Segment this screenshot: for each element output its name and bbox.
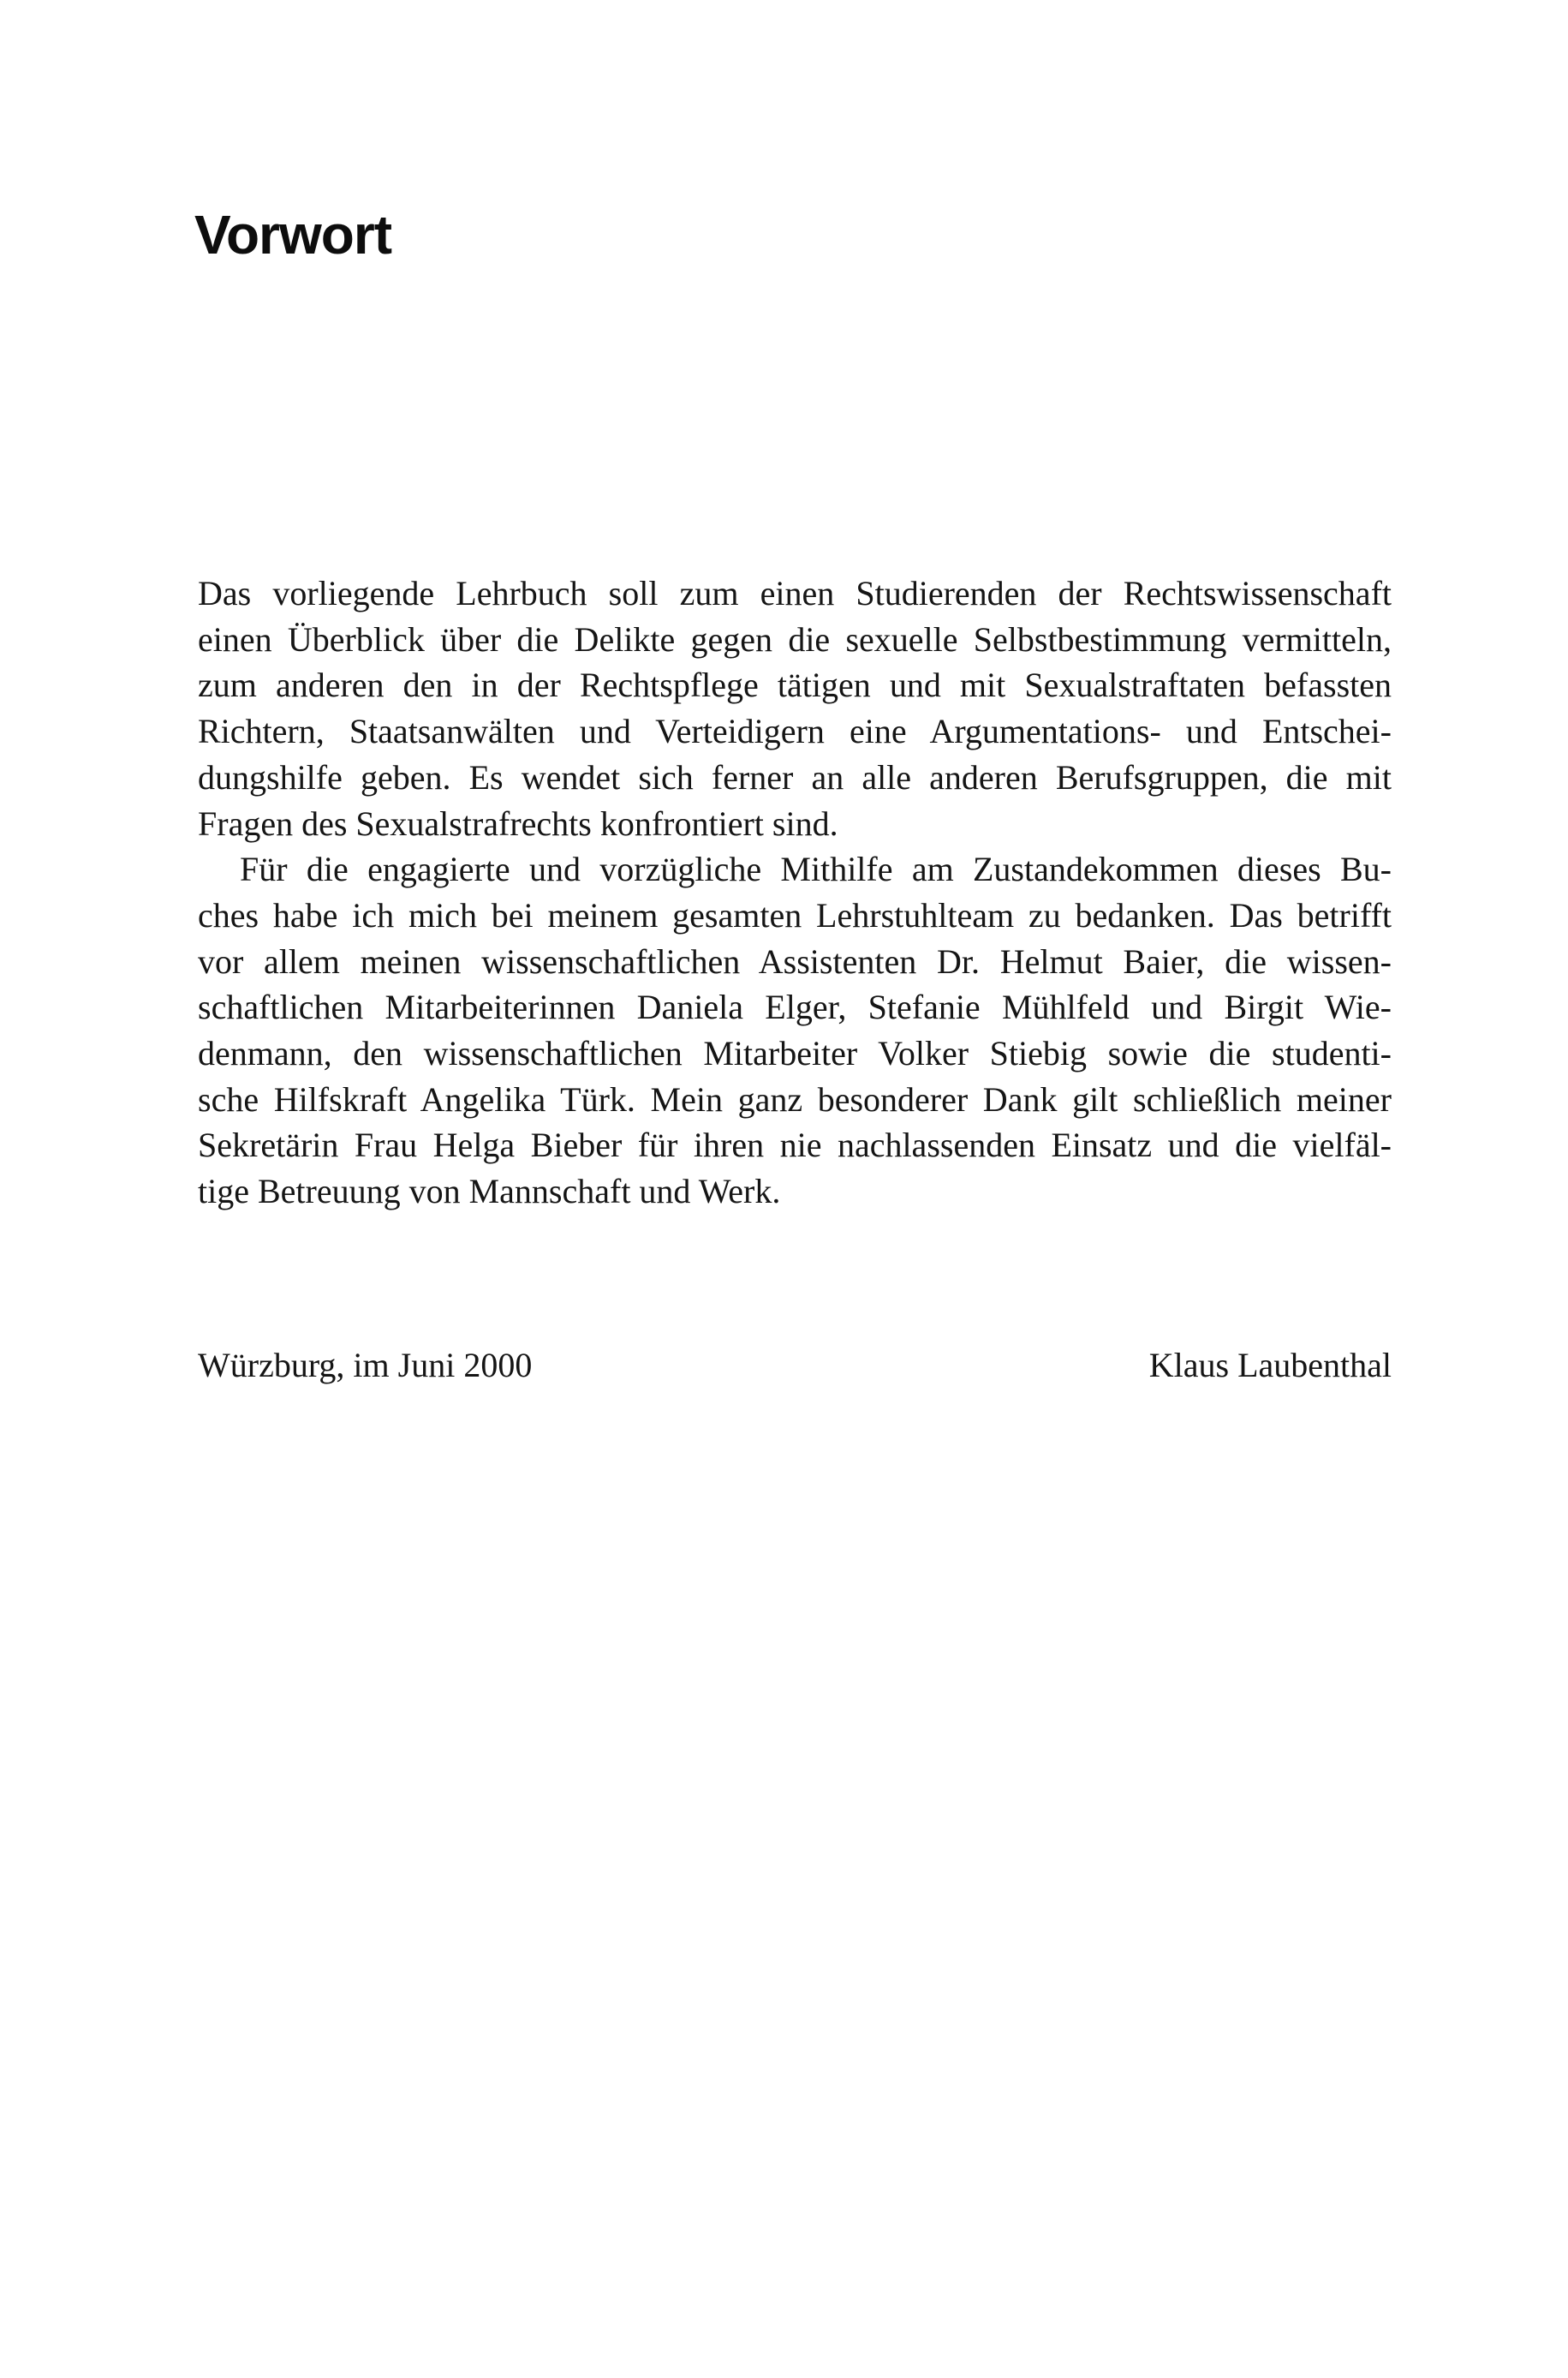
signature-row bbox=[198, 1342, 1392, 1389]
text-line: Für die engagierte und vorzügliche Mithilfe am Zustandekommen dieses Bu- bbox=[240, 850, 1392, 889]
text-line: schaftlichen Mitarbeiterinnen Daniela Elger, Stefanie Mühlfeld und Birgit Wie- bbox=[198, 988, 1392, 1027]
text-line: sche Hilfskraft Angelika Türk. Mein ganz besonderer Dank gilt schließlich meiner bbox=[198, 1079, 1392, 1119]
text-line: Das vorliegende Lehrbuch soll zum einen Studierenden der Rechtswissenschaft bbox=[198, 574, 1392, 612]
page-title: Vorwort bbox=[194, 204, 392, 266]
text-line: Richtern, Staatsanwälten und Verteidigern eine Argumentations- und Entschei- bbox=[198, 712, 1392, 751]
text-line: dungshilfe geben. Es wendet sich ferner an alle anderen Berufsgruppen, die mit bbox=[198, 757, 1392, 797]
text-line: tige Betreuung von Mannschaft und Werk. bbox=[198, 1172, 781, 1211]
text-line: Fragen des Sexualstrafrechts konfrontiert sind. bbox=[198, 804, 838, 843]
text-line: denmann, den wissenschaftlichen Mitarbeiter Volker Stiebig sowie die studenti- bbox=[198, 1034, 1392, 1073]
text-line: zum anderen den in der Rechtspflege tätigen und mit Sexualstraftaten befassten bbox=[198, 666, 1392, 705]
text-line: Sekretärin Frau Helga Bieber für ihren nie nachlassenden Einsatz und die vielfäl- bbox=[198, 1126, 1392, 1165]
author-name: Klaus Laubenthal bbox=[1148, 1346, 1392, 1384]
place-date: Würzburg, im Juni 2000 bbox=[198, 1346, 533, 1384]
text-line: vor allem meinen wissenschaftlichen Assistenten Dr. Helmut Baier, die wissen- bbox=[198, 941, 1392, 981]
paragraph-1 bbox=[198, 571, 1392, 846]
preface-body bbox=[198, 571, 1392, 1215]
text-line: ches habe ich mich bei meinem gesamten Lehrstuhlteam zu bedanken. Das betrifft bbox=[198, 895, 1392, 935]
text-line: einen Überblick über die Delikte gegen die sexuelle Selbstbestimmung vermitteln, bbox=[198, 619, 1392, 659]
paragraph-2 bbox=[198, 846, 1392, 1215]
